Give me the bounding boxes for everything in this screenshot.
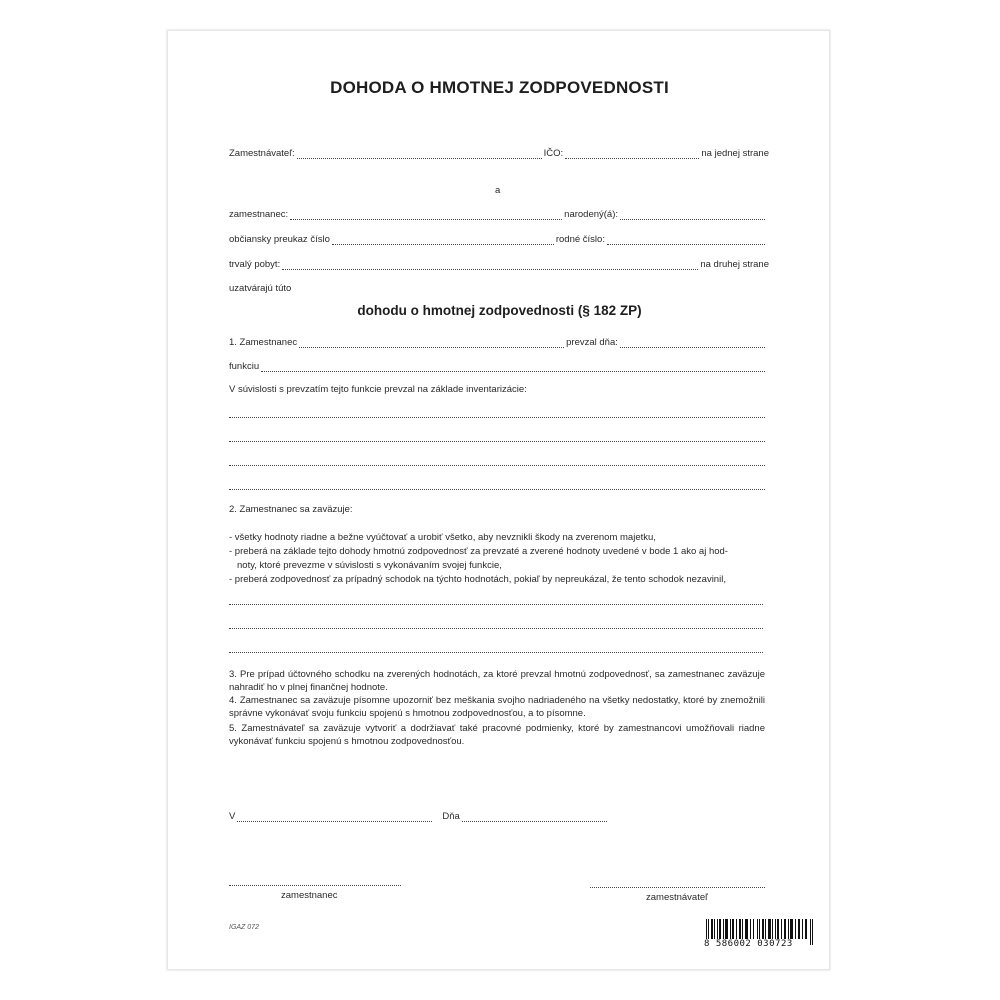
employer-field[interactable] bbox=[297, 150, 542, 159]
place-field[interactable] bbox=[237, 813, 432, 822]
born-label: narodený(á): bbox=[564, 209, 619, 220]
place-date-row bbox=[229, 811, 609, 822]
item2-heading: 2. Zamestnanec sa zaväzuje: bbox=[229, 504, 353, 515]
item2-bullet-3: - preberá zodpovednosť za prípadný schodok na týchto hodnotách, pokiaľ by nepreukázal, že tento schodok nezavinil, bbox=[229, 574, 726, 585]
item2-line-3[interactable] bbox=[229, 652, 763, 653]
inventory-line-1[interactable] bbox=[229, 417, 765, 418]
employee-label: zamestnanec: bbox=[229, 209, 289, 220]
id-row bbox=[229, 234, 767, 245]
ico-label: IČO: bbox=[543, 148, 564, 159]
rc-field[interactable] bbox=[607, 236, 765, 245]
id-field[interactable] bbox=[332, 236, 554, 245]
took-label: prevzal dňa: bbox=[566, 337, 618, 348]
date-label: Dňa bbox=[442, 811, 460, 822]
employee-signature-label: zamestnanec bbox=[281, 890, 338, 901]
item2-line-2[interactable] bbox=[229, 628, 763, 629]
inventory-line-2[interactable] bbox=[229, 441, 765, 442]
residence-side-label: na druhej strane bbox=[700, 259, 769, 270]
item2-bullet-2: - preberá na základe tejto dohody hmotnú zodpovednosť za prevzaté a zverené hodnoty uvedené v bode 1 ako aj hod- bbox=[229, 546, 728, 557]
barcode-number: 8 586002 030723 bbox=[704, 939, 793, 949]
item5-text: 5. Zamestnávateľ sa zaväzuje vytvoriť a dodržiavať také pracovné podmienky, ktoré by zamestnancovi umožňovali riadne vykonávať funkciu spojenú s hmotnou zodpovednosťou. bbox=[229, 723, 765, 747]
date-field[interactable] bbox=[462, 813, 607, 822]
form-code: IGAZ 072 bbox=[229, 924, 259, 931]
employer-signature-line[interactable] bbox=[590, 887, 765, 888]
employee-row bbox=[229, 209, 767, 220]
rc-label: rodné číslo: bbox=[555, 234, 605, 245]
id-label: občiansky preukaz číslo bbox=[229, 234, 330, 245]
function-row bbox=[229, 361, 767, 372]
residence-label: trvalý pobyt: bbox=[229, 259, 281, 270]
employer-row bbox=[229, 148, 769, 159]
inventory-line-3[interactable] bbox=[229, 465, 765, 466]
item1-employee-field[interactable] bbox=[299, 339, 564, 348]
item2-line-1[interactable] bbox=[229, 604, 763, 605]
document-page bbox=[167, 30, 830, 970]
context-text: V súvislosti s prevzatím tejto funkcie prevzal na základe inventarizácie: bbox=[229, 384, 527, 395]
born-field[interactable] bbox=[620, 211, 765, 220]
ico-field[interactable] bbox=[565, 150, 699, 159]
item3-text: 3. Pre prípad účtovného schodku na zverených hodnotách, za ktoré prevzal hmotnú zodpovednosť, sa zamestnanec zaväzuje nahradiť ho v plnej finančnej hodnote. bbox=[229, 669, 765, 693]
and-text: a bbox=[495, 185, 501, 196]
item2-bullet-1: - všetky hodnoty riadne a bežne vyúčtovať a urobiť všetko, aby nevznikli škody na zverenom majetku, bbox=[229, 532, 656, 543]
employee-signature-line[interactable] bbox=[229, 885, 401, 886]
took-date-field[interactable] bbox=[620, 339, 765, 348]
item1-row bbox=[229, 337, 767, 348]
document-subtitle: dohodu o hmotnej zodpovednosti (§ 182 ZP) bbox=[357, 303, 642, 318]
conclude-text: uzatvárajú túto bbox=[229, 283, 292, 294]
employer-side-label: na jednej strane bbox=[701, 148, 769, 159]
function-label: funkciu bbox=[229, 361, 260, 372]
residence-row bbox=[229, 259, 769, 270]
item1-label: 1. Zamestnanec bbox=[229, 337, 298, 348]
employer-label: Zamestnávateľ: bbox=[229, 148, 295, 159]
place-label: V bbox=[229, 811, 236, 822]
inventory-line-4[interactable] bbox=[229, 489, 765, 490]
residence-field[interactable] bbox=[282, 261, 698, 270]
employee-field[interactable] bbox=[290, 211, 562, 220]
document-title: DOHODA O HMOTNEJ ZODPOVEDNOSTI bbox=[330, 78, 669, 97]
employer-signature-label: zamestnávateľ bbox=[646, 892, 708, 903]
item2-bullet-2-cont: noty, ktoré prevezme v súvislosti s vykonávaním svojej funkcie, bbox=[237, 560, 502, 571]
item4-text: 4. Zamestnanec sa zaväzuje písomne upozorniť bez meškania svojho nadriadeného na všetky nedostatky, ktoré by znemožnili správne vykonávať svoju funkciu spojenú s hmotnou zodpovednosťou, a to písomne. bbox=[229, 695, 765, 719]
function-field[interactable] bbox=[261, 363, 765, 372]
